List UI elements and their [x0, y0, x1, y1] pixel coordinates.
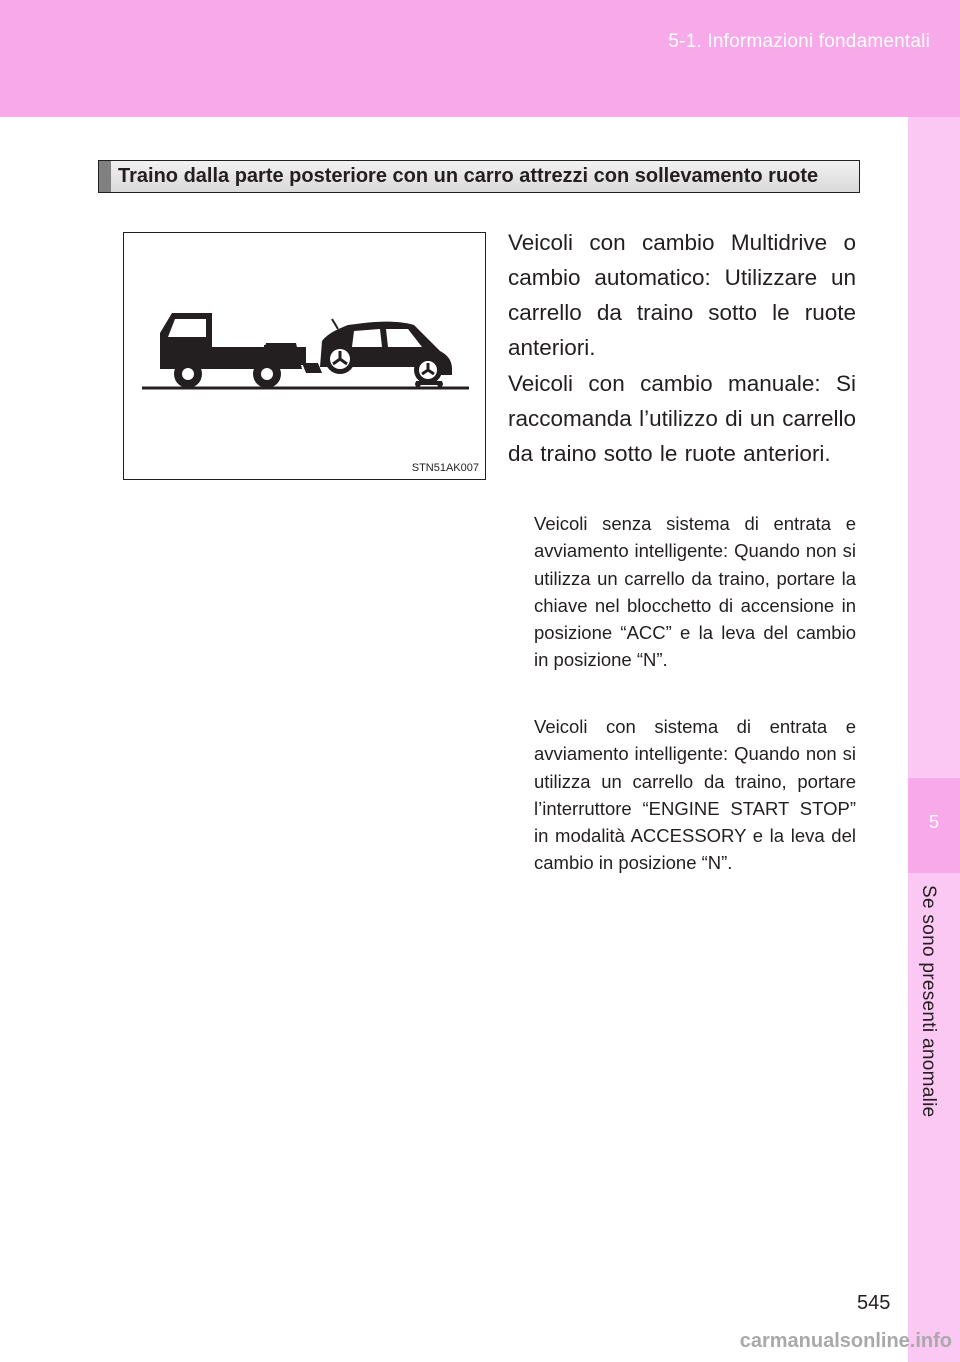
section-path: 5-1. Informazioni fondamentali	[668, 31, 930, 52]
watermark: carmanualsonline.info	[739, 1330, 952, 1352]
paragraph-multidrive: Veicoli con cambio Multidrive o cambio automatico: Utilizzare un carrello da traino sotto le ruote anteriori.	[508, 230, 856, 360]
chapter-number: 5	[928, 812, 939, 832]
note-with-smart-entry: Veicoli con sistema di entrata e avviamento intelligente: Quando non si utilizza un carrello da traino, portare l’interruttore “ENGINE START STOP” in modalità ACCESSORY e la leva del cambio in posizione “N”.	[534, 716, 856, 874]
paragraph-manual: Veicoli con cambio manuale: Si raccomanda l’utilizzo di un carrello da traino sotto le ruote anteriori.	[508, 371, 856, 466]
page-number: 545	[857, 1292, 891, 1314]
chapter-title: Se sono presenti anomalie	[918, 885, 939, 1118]
section-heading	[98, 160, 860, 193]
tow-truck-with-dolly-icon	[124, 233, 484, 478]
side-tab-background	[908, 117, 960, 778]
heading-marker	[99, 161, 111, 192]
section-heading-text: Traino dalla parte posteriore con un carro attrezzi con sollevamento ruote	[118, 165, 819, 187]
figure-code: STN51AK007	[411, 462, 479, 474]
illustration-frame	[123, 232, 486, 480]
header-band	[0, 0, 960, 117]
note-without-smart-entry: Veicoli senza sistema di entrata e avviamento intelligente: Quando non si utilizza un carrello da traino, portare la chiave nel blocchetto di accensione in posizione “ACC” e la leva del cambio in posizione “N”.	[534, 513, 856, 671]
